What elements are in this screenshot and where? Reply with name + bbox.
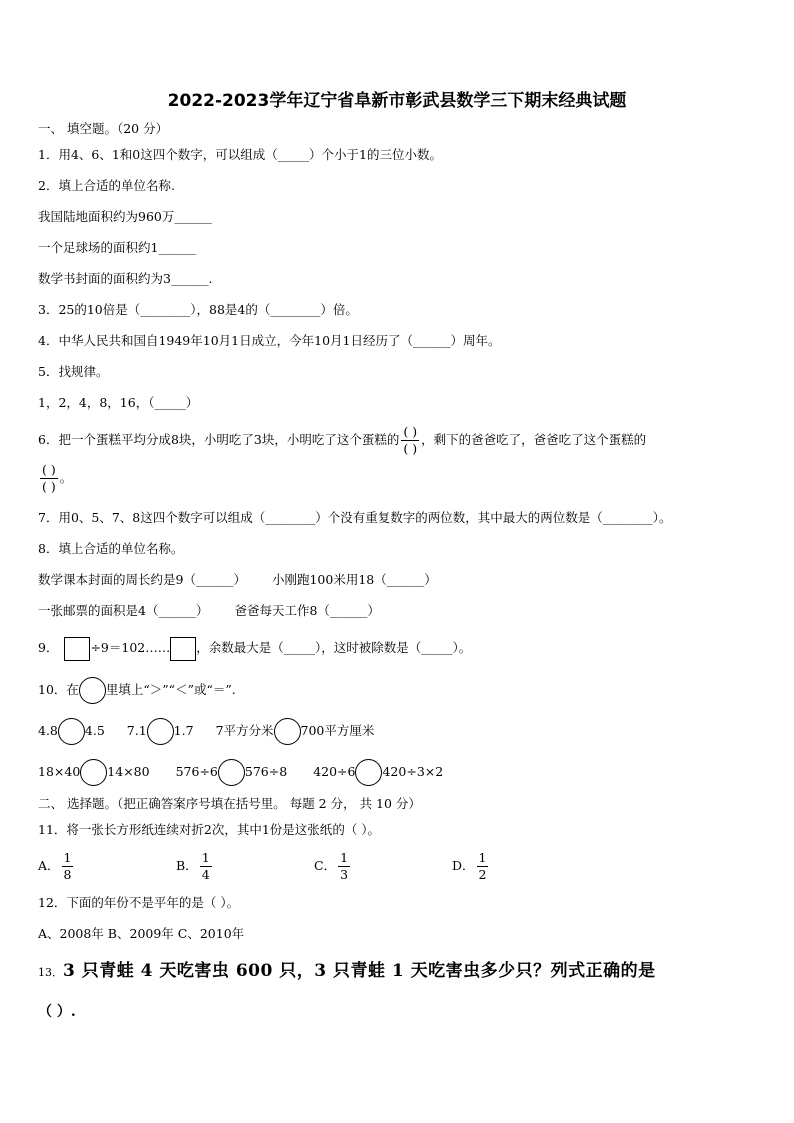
question-6-cont: $\frac{( )}{( )}$ 。 — [42, 461, 73, 494]
question-8-stem: 8．填上合适的单位名称。 — [38, 541, 184, 556]
fraction-blank: $\frac{( )}{( )}$ — [403, 423, 418, 456]
page-title: 2022-2023学年辽宁省阜新市彰武县数学三下期末经典试题 — [167, 91, 627, 111]
question-13-end: （ ）. — [38, 1004, 76, 1020]
option-c: C． $\frac{1}{3}$ — [314, 849, 349, 882]
compare-circle — [274, 718, 301, 745]
question-1: 1．用4、6、1和0这四个数字，可以组成（_____）个小于1的三位小数。 — [38, 147, 442, 162]
question-8-row2: 一张邮票的面积是4（______） 爸爸每天工作8（______） — [38, 603, 380, 618]
question-8-row1: 数学课本封面的周长约是9（______） 小刚跑100米用18（______） — [38, 572, 437, 587]
question-11-options — [38, 846, 518, 886]
fraction-blank: $\frac{( )}{( )}$ — [42, 461, 56, 494]
question-12-stem: 12．下面的年份不是平年的是（ ）。 — [38, 895, 240, 910]
question-2-stem: 2．填上合适的单位名称. — [38, 178, 175, 193]
question-4: 4．中华人民共和国自1949年10月1日成立，今年10月1日经历了（______）周年。 — [38, 333, 501, 348]
question-6-text2: ，剩下的爸爸吃了，爸爸吃了这个蛋糕的 — [421, 432, 647, 447]
compare-circle — [218, 759, 245, 786]
section2-header: 二、 选择题。（把正确答案序号填在括号里。 每题 2 分， 共 10 分） — [38, 796, 421, 811]
compare-circle — [79, 677, 106, 704]
option-b: B． $\frac{1}{4}$ — [176, 849, 210, 882]
question-2c: 数学书封面的面积约为3______. — [38, 271, 213, 286]
compare-circle — [355, 759, 382, 786]
question-10-row2: 18×40 14×80 576÷6 576÷8 420÷6 420÷3×2 — [38, 758, 443, 786]
option-a: A． $\frac{1}{8}$ — [38, 849, 72, 882]
question-7: 7．用0、5、7、8这四个数字可以组成（________）个没有重复数字的两位数，其中最大的两位数是（________）。 — [38, 510, 672, 525]
question-2b: 一个足球场的面积约1______ — [38, 240, 196, 255]
compare-circle — [80, 759, 107, 786]
compare-circle — [58, 718, 85, 745]
question-6-text1: 6．把一个蛋糕平均分成8块，小明吃了3块，小明吃了这个蛋糕的 — [38, 432, 400, 447]
question-10: 10．在 里填上“＞”“＜”或“＝”. — [38, 676, 236, 704]
question-13: 13．3 只青蛙 4 天吃害虫 600 只，3 只青蛙 1 天吃害虫多少只？列式正确的是 — [38, 961, 656, 981]
question-2a: 我国陆地面积约为960万______ — [38, 209, 212, 224]
question-5-sequence: 1，2，4，8，16，（_____） — [38, 395, 199, 410]
answer-box — [64, 637, 90, 661]
compare-circle — [147, 718, 174, 745]
question-5-stem: 5．找规律。 — [38, 364, 109, 379]
question-6 — [38, 422, 646, 458]
question-11-stem: 11．将一张长方形纸连续对折2次，其中1份是这张纸的（ ）。 — [38, 822, 381, 837]
question-3: 3．25的10倍是（________），88是4的（________）倍。 — [38, 302, 358, 317]
question-10-row1: 4.8 4.5 7.1 1.7 7平方分米 700平方厘米 — [38, 717, 374, 745]
question-12-options: A、2008年 B、2009年 C、2010年 — [38, 926, 245, 941]
option-d: D． $\frac{1}{2}$ — [452, 849, 487, 882]
section1-header: 一、 填空题。（20 分） — [38, 121, 169, 136]
question-9: 9． ÷9＝102…… ，余数最大是（_____），这时被除数是（_____）。 — [38, 634, 471, 662]
answer-box — [170, 637, 196, 661]
